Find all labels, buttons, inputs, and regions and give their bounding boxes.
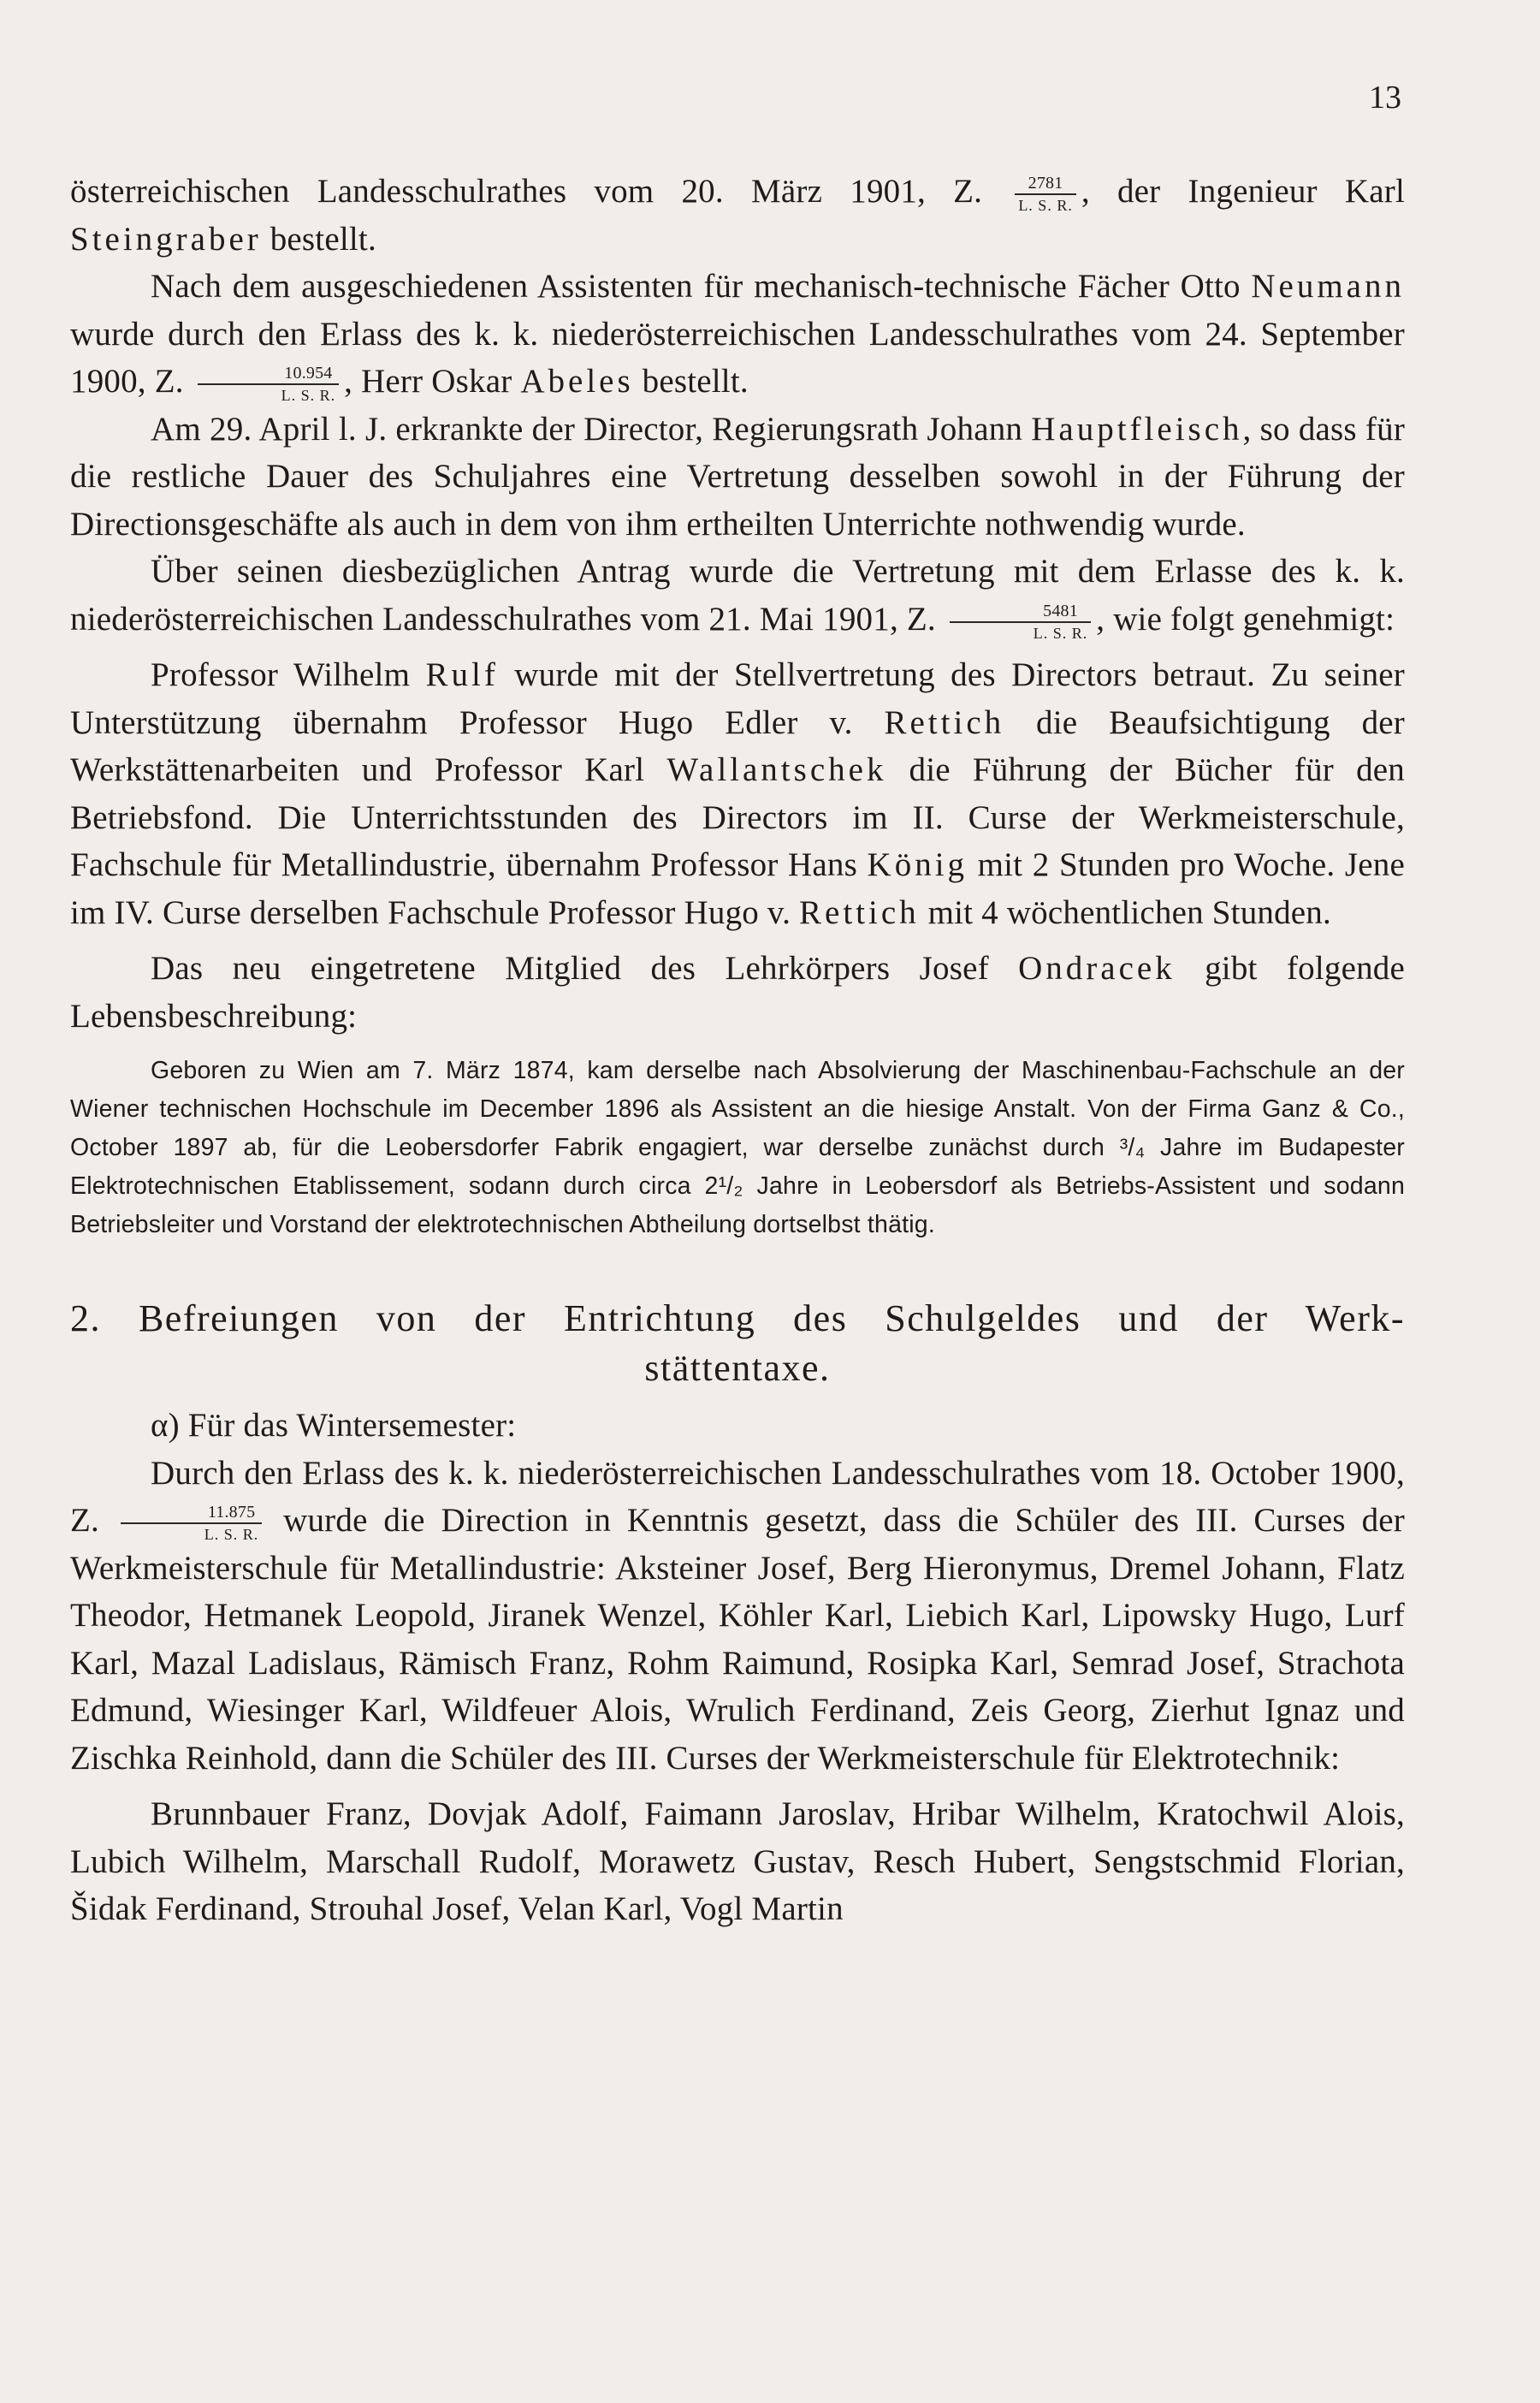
text-run: wurde mit der Stellvertretung des Directors betraut. Zu seiner Unterstützung übernahm Professor Hugo Edler v. xyxy=(70,656,1405,741)
student-name-list: Brunnbauer Franz, Dovjak Adolf, Faimann Jaroslav, Hribar Wilhelm, Kratochwil Alois, Lubich Wilhelm, Marschall Rudolf, Morawetz Gustav, Resch Hubert, Sengstschmid Florian, Šidak Ferdinand, Strouhal Josef, Velan Karl, Vogl Martin xyxy=(70,1795,1405,1927)
spaced-name: Ondracek xyxy=(1018,950,1176,987)
spaced-name: Neumann xyxy=(1251,268,1405,305)
fraction-numerator: 2781 xyxy=(1015,175,1076,195)
fraction-denominator: L. S. R. xyxy=(204,1526,259,1543)
text-run: die Führung der Bücher für den Betriebsfond. Die Unterrichtsstunden des Directors im II. Curse der Werkmeisterschule, Fachschule für Metallindustrie, übernahm Professor Hans xyxy=(70,751,1405,883)
paragraph-3 xyxy=(70,406,1405,549)
text-run: , wie folgt genehmigt: xyxy=(1096,600,1395,638)
paragraph-5 xyxy=(70,651,1405,936)
spaced-name: Rettich xyxy=(884,703,1005,741)
biography-paragraph: Geboren zu Wien am 7. März 1874, kam derselbe nach Absolvierung der Maschinenbau-Fachschule an der Wiener technischen Hochschule im December 1896 als Assistent an die hiesige Anstalt. Von der Firma Ganz & Co., October 1897 ab, für die Leobersdorfer Fabrik engagiert, war derselbe zunächst durch ³/₄ Jahre im Budapester Elektrotechnischen Etablissement, sodann durch circa 2¹/₂ Jahre in Leobersdorf als Betriebs-Assistent und sodann Betriebsleiter und Vorstand der elektrotechnischen Abtheilung dortselbst thätig. xyxy=(70,1057,1405,1238)
page-number: 13 xyxy=(1369,80,1401,116)
paragraph-1 xyxy=(70,168,1405,263)
text-run: Nach dem ausgeschiedenen Assistenten für mechanisch-technische Fächer Otto xyxy=(151,268,1252,305)
spaced-name: Rettich xyxy=(799,893,920,931)
fraction-reference xyxy=(198,365,340,403)
text-run: wurde die Direction in Kenntnis gesetzt, dass die Schüler des III. Curses der Werkmeisterschule für Metallindustrie: xyxy=(70,1502,1405,1587)
section-heading-line-2: stättentaxe. xyxy=(644,1347,831,1389)
text-run: Am 29. April l. J. erkrankte der Director, Regierungsrath Johann xyxy=(151,410,1032,448)
text-run: mit 4 wöchentlichen Stunden. xyxy=(919,893,1331,931)
fraction-numerator: 5481 xyxy=(950,602,1092,623)
section-heading-line-1: 2. Befreiungen von der Entrichtung des Schulgeldes und der Werk- xyxy=(70,1297,1405,1339)
text-run: , der Ingenieur Karl xyxy=(1081,173,1405,210)
text-run: die Beaufsichtigung der Werkstättenarbeiten und Professor Karl xyxy=(70,703,1405,788)
fraction-denominator: L. S. R. xyxy=(1018,197,1073,214)
text-run: gibt folgende Lebensbeschreibung: xyxy=(70,950,1405,1035)
text-run: bestellt. xyxy=(633,363,749,400)
fraction-reference xyxy=(1015,175,1076,213)
text-run: bestellt. xyxy=(261,220,376,258)
spaced-name: Wallantschek xyxy=(666,751,887,788)
section-heading xyxy=(70,1294,1405,1393)
fraction-reference xyxy=(950,602,1092,641)
fraction-numerator: 11.875 xyxy=(121,1504,263,1524)
paragraph-2 xyxy=(70,263,1405,406)
text-run: Durch den Erlass des k. k. niederösterreichischen Landesschulrathes vom 18. October 1900, Z. xyxy=(70,1454,1405,1539)
text-run: Professor Wilhelm xyxy=(151,656,426,693)
spaced-name: Steingraber xyxy=(70,220,262,258)
page-body xyxy=(70,168,1405,1933)
spaced-name: König xyxy=(867,846,968,883)
text-run: wurde durch den Erlass des k. k. niederösterreichischen Landesschulrathes vom 24. September 1900, Z. xyxy=(70,315,1405,400)
text-run: Das neu eingetretene Mitglied des Lehrkörpers Josef xyxy=(151,950,1019,987)
spaced-name: Abeles xyxy=(520,363,634,400)
fraction-reference xyxy=(121,1504,263,1542)
text-run: , dann die Schüler des III. Curses der Werkmeisterschule für Elektrotechnik: xyxy=(309,1739,1341,1777)
fraction-denominator: L. S. R. xyxy=(1033,624,1088,642)
paragraph-7 xyxy=(70,1450,1405,1783)
text-run: mit 2 Stunden pro Woche. Jene im IV. Curse derselben Fachschule Professor Hugo v. xyxy=(70,846,1405,931)
spaced-name: Rulf xyxy=(425,656,499,693)
subheading-winter-semester: α) Für das Wintersemester: xyxy=(151,1407,517,1444)
spaced-name: Hauptfleisch xyxy=(1031,410,1243,448)
student-name-list: Aksteiner Josef, Berg Hieronymus, Dremel Johann, Flatz Theodor, Hetmanek Leopold, Jiranek Wenzel, Köhler Karl, Liebich Karl, Lipowsky Hugo, Lurf Karl, Mazal Ladislaus, Rämisch Franz, Rohm Raimund, Rosipka Karl, Semrad Josef, Strachota Edmund, Wiesinger Karl, Wildfeuer Alois, Wrulich Ferdinand, Zeis Georg, Zierhut Ignaz und Zischka Reinhold xyxy=(70,1549,1405,1777)
text-run: österreichischen Landesschulrathes vom 20. März 1901, Z. xyxy=(70,173,983,210)
fraction-denominator: L. S. R. xyxy=(281,387,336,404)
fraction-numerator: 10.954 xyxy=(198,365,340,385)
paragraph-6 xyxy=(70,945,1405,1040)
text-run: Über seinen diesbezüglichen Antrag wurde die Vertretung mit dem Erlasse des k. k. niederösterreichischen Landesschulrathes vom 21. Mai 1901, Z. xyxy=(70,553,1405,638)
text-run: , Herr Oskar xyxy=(344,363,521,400)
text-run: , so dass für die restliche Dauer des Schuljahres eine Vertretung desselben sowohl in der Führung der Directionsgeschäfte als auch in dem von ihm ertheilten Unterrichte nothwendig wurde. xyxy=(70,410,1406,543)
paragraph-8 xyxy=(70,1790,1405,1933)
paragraph-4 xyxy=(70,548,1405,643)
